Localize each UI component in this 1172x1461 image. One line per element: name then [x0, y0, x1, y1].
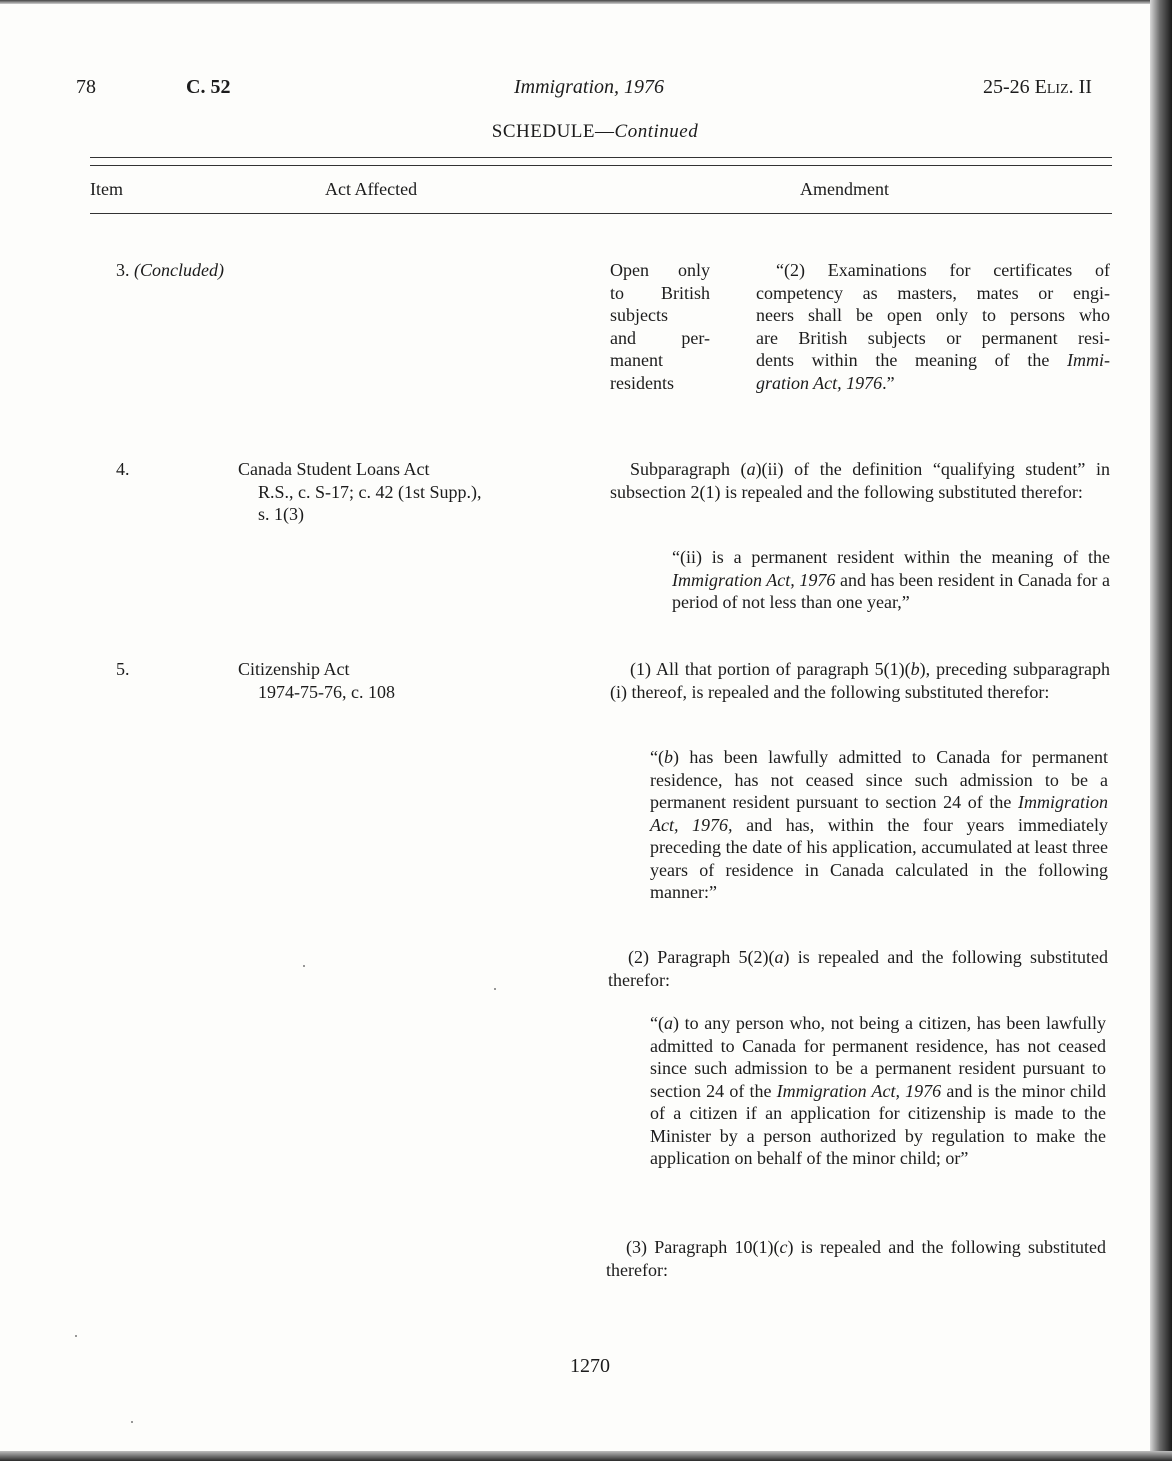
item-4-intro: Subparagraph (a)(ii) of the definition “qualifying student” in subsection 2(1) is repealed and the following substituted therefor: [610, 459, 1111, 502]
schedule-dash: — [595, 121, 615, 142]
act-name: Canada Student Loans Act [238, 459, 430, 479]
scan-speck [75, 1335, 77, 1337]
item-3-label [116, 259, 224, 282]
act-reference: Immigration Act, 1976 [672, 569, 836, 590]
item-5-part-1-intro: (1) All that portion of paragraph 5(1)(b), preceding subparagraph (i) thereof, is repealed and the following substituted therefor: [610, 659, 1111, 702]
act-citation-line: 1974-75-76, c. 108 [258, 681, 395, 702]
act-reference: Immigration Act, 1976 [776, 1080, 942, 1101]
marginal-note-line: and per- [610, 327, 710, 348]
act-name: Citizenship Act [238, 659, 350, 679]
amendment-line [756, 372, 1110, 395]
marginal-note-line: residents [610, 372, 674, 393]
amendment-line: neers shall be open only to persons who [756, 305, 1110, 325]
marginal-note-line: manent [610, 350, 663, 370]
marginal-note-line: subjects [610, 305, 668, 325]
schedule-label: SCHEDULE [491, 121, 596, 142]
running-title: Immigration, 1976 [514, 76, 664, 98]
amendment-text: dents within the meaning of the [756, 350, 1067, 370]
amendment-line: competency as masters, mates or engi- [756, 282, 1110, 303]
item-3-number: 3. [116, 260, 130, 280]
item-5-act [238, 658, 558, 703]
item-4-act [238, 458, 558, 526]
column-head-act: Act Affected [325, 179, 418, 199]
item-5-part-2-quote: “(a) to any person who, not being a citizen, has been lawfully admitted to Canada for permanent residence, has not ceased since such admission to be a permanent resident pursuant to section 24 of the Immigration Act, 1976 and is the minor child of a citizen if an application for citizenship is made to the Minister by a person authorized by regulation to make the application on behalf of the minor child; or” [650, 1013, 1106, 1168]
amendment-line: “(2) Examinations for certificates of [776, 260, 1110, 280]
amendment-line [756, 349, 1110, 372]
act-reference: Immi- [1067, 350, 1110, 370]
schedule-title [0, 121, 1172, 143]
marginal-note-line: Open only [610, 260, 710, 280]
column-head-item: Item [90, 179, 123, 199]
item-4-number: 4. [116, 459, 130, 479]
header-rule-top-1 [90, 157, 1112, 158]
marginal-note-line: to British [610, 282, 710, 303]
folio-number: 1270 [570, 1355, 610, 1377]
page-bottom-edge [0, 1451, 1172, 1461]
act-reference: Immigration Act, 1976, [650, 792, 1108, 835]
chapter-number: C. 52 [186, 76, 231, 98]
amendment-line: are British subjects or permanent resi- [756, 327, 1110, 348]
act-citation-line: s. 1(3) [258, 504, 304, 524]
scan-speck [131, 1421, 133, 1423]
item-5-part-2-intro: (2) Paragraph 5(2)(a) is repealed and the following substituted therefor: [608, 947, 1108, 990]
act-citation-line: R.S., c. S-17; c. 42 (1st Supp.), [258, 481, 482, 502]
act-reference: gration Act, 1976 [756, 372, 883, 393]
header-rule-bottom [90, 213, 1112, 214]
regnal-year: 25-26 Eliz. II [983, 76, 1092, 98]
item-3-amendment-text [756, 259, 1110, 394]
page-top-edge [0, 0, 1172, 4]
item-5-part-1-quote: “(b) has been lawfully admitted to Canada for permanent residence, has not ceased since such admission to be a permanent resident pursuant to section 24 of the Immigration Act, 1976, and has, within the four years immediately preceding the date of his application, accumulated at least three years of residence in Canada calculated in the following manner:” [650, 747, 1108, 902]
item-5-part-3-intro: (3) Paragraph 10(1)(c) is repealed and the following substituted therefor: [606, 1237, 1106, 1280]
page-binding-shadow [1150, 0, 1172, 1461]
schedule-continued: Continued [614, 121, 699, 142]
column-head-amendment: Amendment [800, 179, 889, 199]
item-5-number: 5. [116, 659, 130, 679]
scan-speck [494, 988, 496, 990]
page-number: 78 [76, 76, 96, 98]
item-3-concluded: (Concluded) [134, 260, 224, 280]
amendment-text: .” [882, 372, 895, 393]
header-rule-top-2 [90, 165, 1112, 166]
scan-speck [303, 965, 305, 967]
item-4-quote: “(ii) is a permanent resident within the meaning of the Immigration Act, 1976 and has been resident in Canada for a period of not less than one year,” [672, 547, 1110, 612]
marginal-note [610, 259, 710, 394]
